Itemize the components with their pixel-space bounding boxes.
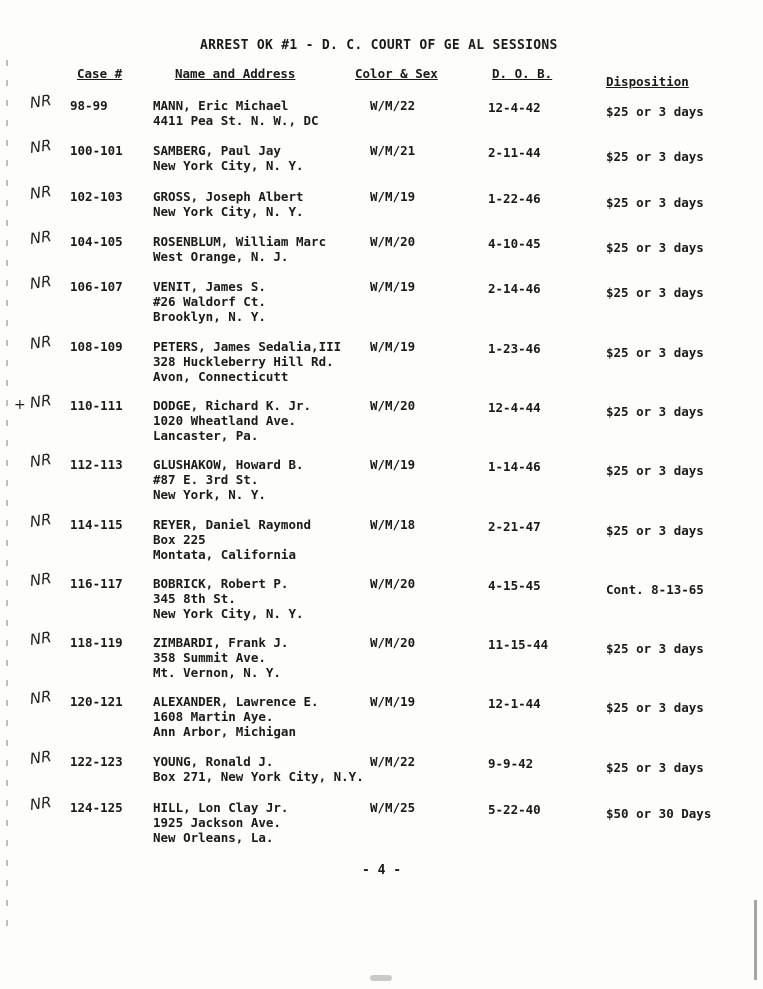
address-line: Lancaster, Pa.: [153, 428, 259, 443]
address-line: 1608 Martin Aye.: [153, 709, 274, 724]
header-case: Case #: [77, 66, 123, 81]
name-address: [153, 800, 288, 845]
case-number: 122-123: [70, 754, 123, 769]
disposition: $25 or 3 days: [606, 345, 704, 360]
case-number: 110-111: [70, 398, 123, 413]
date-of-birth: 12-4-42: [488, 100, 541, 115]
date-of-birth: 12-4-44: [488, 400, 541, 415]
date-of-birth: 2-14-46: [488, 281, 541, 296]
address-line: New York, N. Y.: [153, 487, 266, 502]
margin-mark: +: [14, 397, 26, 413]
color-sex-age: W/M/20: [370, 398, 416, 413]
case-number: 104-105: [70, 234, 123, 249]
address-line: New Orleans, La.: [153, 830, 274, 845]
address-line: Ann Arbor, Michigan: [153, 724, 296, 739]
disposition: $25 or 3 days: [606, 523, 704, 538]
case-number: 102-103: [70, 189, 123, 204]
name-address: [153, 234, 326, 264]
handwritten-nr-note: NR: [28, 227, 53, 248]
name-address: [153, 98, 319, 128]
person-name: GLUSHAKOW, Howard B.: [153, 457, 304, 472]
name-address: [153, 576, 304, 621]
disposition: $25 or 3 days: [606, 641, 704, 656]
date-of-birth: 1-23-46: [488, 341, 541, 356]
handwritten-nr-note: NR: [28, 391, 53, 412]
disposition: $25 or 3 days: [606, 104, 704, 119]
disposition: $25 or 3 days: [606, 760, 704, 775]
color-sex-age: W/M/19: [370, 694, 416, 709]
name-address: [153, 457, 304, 502]
handwritten-nr-note: NR: [28, 136, 53, 157]
case-number: 98-99: [70, 98, 108, 113]
address-line: #87 E. 3rd St.: [153, 472, 259, 487]
case-number: 100-101: [70, 143, 123, 158]
disposition: $25 or 3 days: [606, 285, 704, 300]
address-line: New York City, N. Y.: [153, 606, 304, 621]
color-sex-age: W/M/25: [370, 800, 416, 815]
date-of-birth: 5-22-40: [488, 802, 541, 817]
person-name: PETERS, James Sedalia,III: [153, 339, 342, 354]
person-name: ALEXANDER, Lawrence E.: [153, 694, 319, 709]
handwritten-nr-note: NR: [28, 687, 53, 708]
address-line: 1925 Jackson Ave.: [153, 815, 281, 830]
person-name: GROSS, Joseph Albert: [153, 189, 304, 204]
disposition: $25 or 3 days: [606, 463, 704, 478]
name-address: [153, 339, 341, 384]
person-name: REYER, Daniel Raymond: [153, 517, 312, 532]
address-line: New York City, N. Y.: [153, 158, 304, 173]
name-address: [153, 398, 311, 443]
handwritten-nr-note: NR: [28, 91, 53, 112]
person-name: VENIT, James S.: [153, 279, 266, 294]
scan-smudge: [370, 975, 392, 981]
page-title: ARREST OK #1 - D. C. COURT OF GE AL SESSIONS: [200, 38, 558, 53]
case-number: 106-107: [70, 279, 123, 294]
case-number: 114-115: [70, 517, 123, 532]
handwritten-nr-note: NR: [28, 628, 53, 649]
color-sex-age: W/M/21: [370, 143, 416, 158]
address-line: 1020 Wheatland Ave.: [153, 413, 296, 428]
date-of-birth: 2-11-44: [488, 145, 541, 160]
disposition: $25 or 3 days: [606, 404, 704, 419]
handwritten-nr-note: NR: [28, 747, 53, 768]
case-number: 116-117: [70, 576, 123, 591]
date-of-birth: 4-15-45: [488, 578, 541, 593]
handwritten-nr-note: NR: [28, 182, 53, 203]
scan-edge-artifact: [754, 900, 757, 980]
date-of-birth: 12-1-44: [488, 696, 541, 711]
address-line: Mt. Vernon, N. Y.: [153, 665, 281, 680]
address-line: 4411 Pea St. N. W., DC: [153, 113, 319, 128]
date-of-birth: 2-21-47: [488, 519, 541, 534]
color-sex-age: W/M/19: [370, 339, 416, 354]
disposition: $50 or 30 Days: [606, 806, 712, 821]
handwritten-nr-note: NR: [28, 793, 53, 814]
name-address: [153, 517, 311, 562]
person-name: ZIMBARDI, Frank J.: [153, 635, 289, 650]
case-number: 118-119: [70, 635, 123, 650]
handwritten-nr-note: NR: [28, 450, 53, 471]
address-line: #26 Waldorf Ct.: [153, 294, 266, 309]
address-line: West Orange, N. J.: [153, 249, 289, 264]
color-sex-age: W/M/19: [370, 279, 416, 294]
header-dob: D. O. B.: [492, 66, 553, 81]
date-of-birth: 11-15-44: [488, 637, 549, 652]
color-sex-age: W/M/19: [370, 457, 416, 472]
address-line: Box 225: [153, 532, 206, 547]
color-sex-age: W/M/20: [370, 234, 416, 249]
handwritten-nr-note: NR: [28, 332, 53, 353]
disposition: $25 or 3 days: [606, 195, 704, 210]
person-name: SAMBERG, Paul Jay: [153, 143, 281, 158]
header-disposition: Disposition: [606, 74, 689, 89]
case-number: 108-109: [70, 339, 123, 354]
name-address: [153, 279, 266, 324]
disposition: $25 or 3 days: [606, 149, 704, 164]
page-number: - 4 -: [362, 863, 402, 878]
color-sex-age: W/M/20: [370, 576, 416, 591]
date-of-birth: 9-9-42: [488, 756, 534, 771]
header-color-sex: Color & Sex: [355, 66, 438, 81]
color-sex-age: W/M/18: [370, 517, 416, 532]
name-address: [153, 189, 304, 219]
color-sex-age: W/M/22: [370, 98, 416, 113]
person-name: YOUNG, Ronald J.: [153, 754, 274, 769]
person-name: DODGE, Richard K. Jr.: [153, 398, 312, 413]
header-name-address: Name and Address: [175, 66, 296, 81]
handwritten-nr-note: NR: [28, 510, 53, 531]
case-number: 120-121: [70, 694, 123, 709]
address-line: New York City, N. Y.: [153, 204, 304, 219]
disposition: $25 or 3 days: [606, 240, 704, 255]
address-line: 328 Huckleberry Hill Rd.: [153, 354, 334, 369]
date-of-birth: 1-14-46: [488, 459, 541, 474]
person-name: MANN, Eric Michael: [153, 98, 289, 113]
name-address: [153, 754, 364, 784]
case-number: 124-125: [70, 800, 123, 815]
case-number: 112-113: [70, 457, 123, 472]
disposition: Cont. 8-13-65: [606, 582, 704, 597]
scan-edge-artifact: [6, 60, 8, 940]
date-of-birth: 1-22-46: [488, 191, 541, 206]
color-sex-age: W/M/22: [370, 754, 416, 769]
name-address: [153, 143, 304, 173]
color-sex-age: W/M/19: [370, 189, 416, 204]
date-of-birth: 4-10-45: [488, 236, 541, 251]
address-line: Brooklyn, N. Y.: [153, 309, 266, 324]
address-line: 345 8th St.: [153, 591, 236, 606]
handwritten-nr-note: NR: [28, 569, 53, 590]
person-name: ROSENBLUM, William Marc: [153, 234, 327, 249]
name-address: [153, 694, 319, 739]
address-line: Avon, Connecticutt: [153, 369, 289, 384]
handwritten-nr-note: NR: [28, 272, 53, 293]
address-line: 358 Summit Ave.: [153, 650, 266, 665]
address-line: Montata, California: [153, 547, 296, 562]
disposition: $25 or 3 days: [606, 700, 704, 715]
address-line: Box 271, New York City, N.Y.: [153, 769, 364, 784]
person-name: BOBRICK, Robert P.: [153, 576, 289, 591]
color-sex-age: W/M/20: [370, 635, 416, 650]
name-address: [153, 635, 288, 680]
person-name: HILL, Lon Clay Jr.: [153, 800, 289, 815]
